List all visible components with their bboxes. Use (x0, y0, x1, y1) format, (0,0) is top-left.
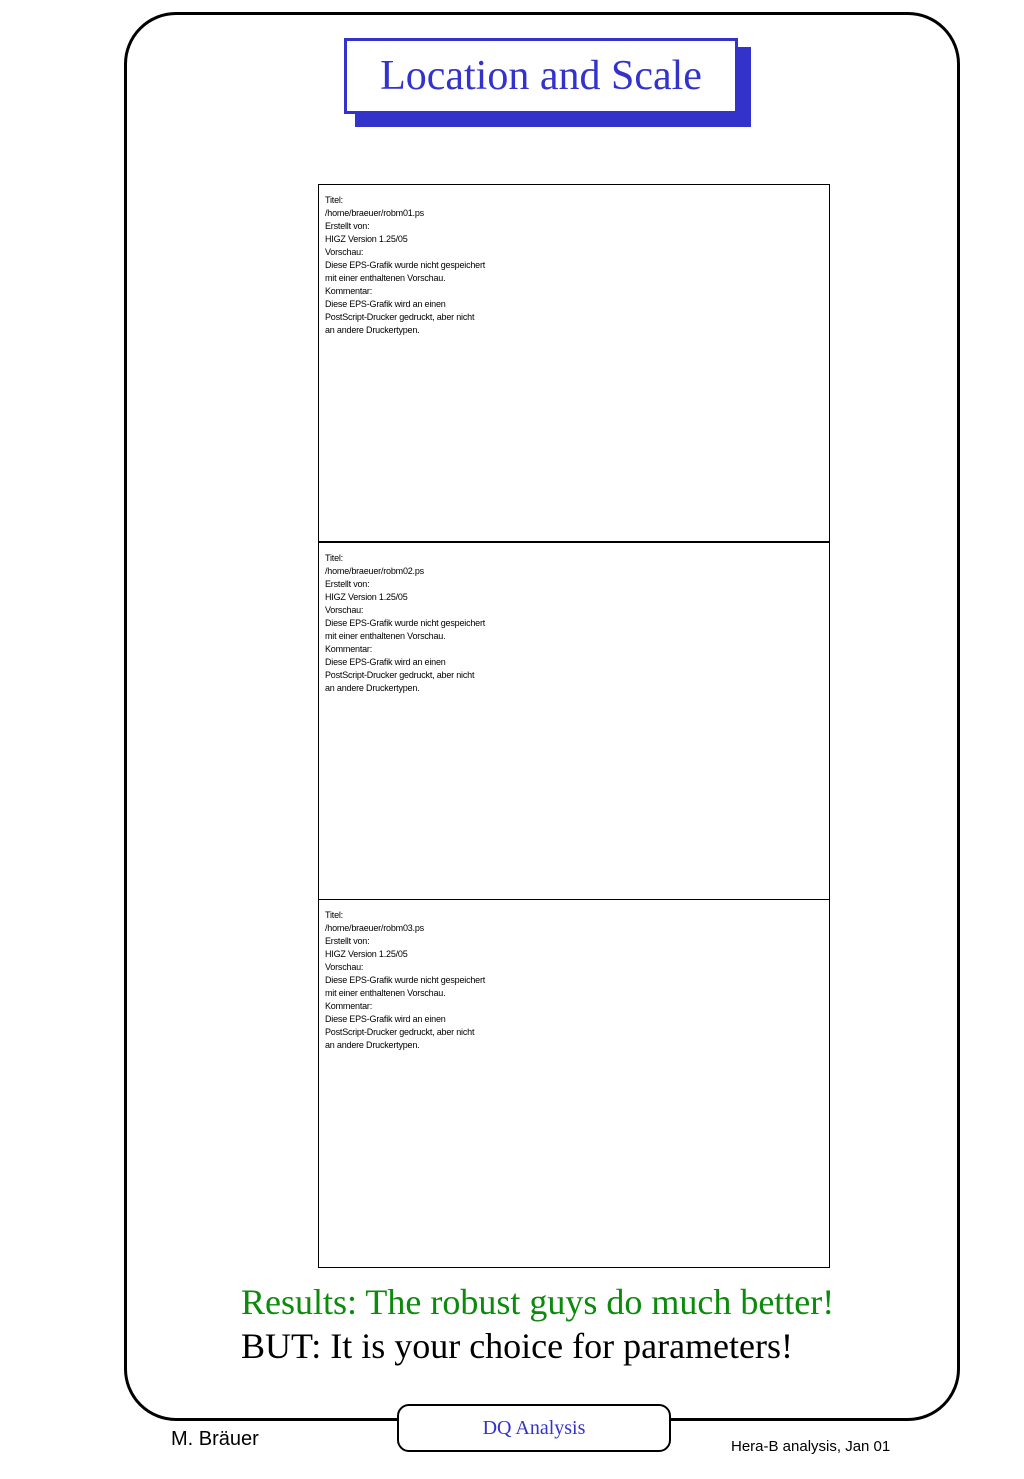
eps-line: HIGZ Version 1.25/05 (325, 234, 408, 244)
eps-line: an andere Druckertypen. (325, 325, 420, 335)
eps-line: Diese EPS-Grafik wurde nicht gespeichert (325, 618, 486, 628)
conclusion-line: BUT: It is your choice for parameters! (241, 1326, 794, 1366)
results-text (241, 1280, 834, 1368)
eps-line: Titel: (325, 195, 343, 205)
eps-figure-3 (318, 899, 830, 1268)
title-box (344, 38, 738, 114)
eps-line: Diese EPS-Grafik wird an einen (325, 299, 446, 309)
eps-line: Titel: (325, 910, 343, 920)
footer-center-tab (397, 1404, 671, 1452)
eps-line: Diese EPS-Grafik wird an einen (325, 657, 446, 667)
eps-line: HIGZ Version 1.25/05 (325, 592, 408, 602)
eps-line: Erstellt von: (325, 579, 370, 589)
eps-line: /home/braeuer/robm03.ps (325, 923, 424, 933)
eps-line: Kommentar: (325, 644, 373, 654)
eps-line: Diese EPS-Grafik wurde nicht gespeichert (325, 975, 486, 985)
eps-line: mit einer enthaltenen Vorschau. (325, 273, 446, 283)
eps-line: Diese EPS-Grafik wird an einen (325, 1014, 446, 1024)
eps-line: Vorschau: (325, 962, 364, 972)
eps-figure-2 (318, 542, 830, 900)
eps-placeholder-text (325, 909, 485, 1052)
eps-line: HIGZ Version 1.25/05 (325, 949, 408, 959)
footer-center-label: DQ Analysis (482, 1416, 586, 1439)
eps-line: PostScript-Drucker gedruckt, aber nicht (325, 312, 475, 322)
slide-title: Location and Scale (380, 53, 702, 99)
eps-line: /home/braeuer/robm01.ps (325, 208, 424, 218)
eps-line: PostScript-Drucker gedruckt, aber nicht (325, 1027, 475, 1037)
eps-line: Diese EPS-Grafik wurde nicht gespeichert (325, 260, 486, 270)
eps-line: Erstellt von: (325, 936, 370, 946)
eps-placeholder-text (325, 552, 485, 695)
results-line: Results: The robust guys do much better! (241, 1282, 835, 1322)
eps-line: /home/braeuer/robm02.ps (325, 566, 424, 576)
eps-figure-1 (318, 184, 830, 542)
eps-line: Erstellt von: (325, 221, 370, 231)
eps-line: Vorschau: (325, 605, 364, 615)
eps-placeholder-text (325, 194, 485, 337)
eps-line: Titel: (325, 553, 343, 563)
eps-line: an andere Druckertypen. (325, 1040, 420, 1050)
eps-line: mit einer enthaltenen Vorschau. (325, 631, 446, 641)
eps-line: Kommentar: (325, 286, 373, 296)
eps-line: PostScript-Drucker gedruckt, aber nicht (325, 670, 475, 680)
eps-line: Kommentar: (325, 1001, 373, 1011)
eps-line: mit einer enthaltenen Vorschau. (325, 988, 446, 998)
footer-author: M. Bräuer (171, 1428, 259, 1450)
eps-line: an andere Druckertypen. (325, 683, 420, 693)
footer-date: Hera-B analysis, Jan 01 (731, 1438, 891, 1455)
eps-line: Vorschau: (325, 247, 364, 257)
